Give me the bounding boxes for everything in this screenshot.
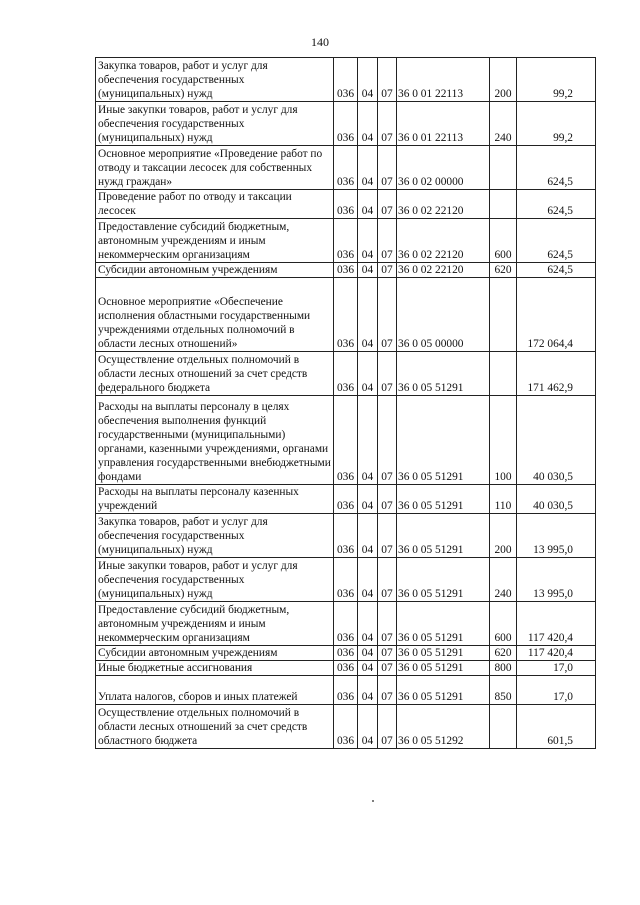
table-row [96,661,596,676]
target-code-cell: 36 0 05 51291 [397,514,490,558]
target-code-cell: 36 0 01 22113 [397,102,490,146]
section-code-cell: 04 [358,661,378,676]
table-row [96,705,596,749]
expense-type-cell: 240 [490,558,517,602]
section-code-cell: 04 [358,219,378,263]
target-code-cell: 36 0 05 51291 [397,661,490,676]
subsection-code-cell: 07 [378,102,397,146]
admin-code-cell: 036 [334,676,358,705]
admin-code-cell: 036 [334,352,358,396]
subsection-code-cell: 07 [378,676,397,705]
admin-code-cell: 036 [334,219,358,263]
subsection-code-cell: 07 [378,646,397,661]
expense-type-cell [490,352,517,396]
admin-code-cell: 036 [334,646,358,661]
expense-type-cell [490,190,517,219]
expense-type-cell: 110 [490,485,517,514]
amount-cell: 624,5 [517,146,596,190]
section-code-cell: 04 [358,263,378,278]
section-code-cell: 04 [358,278,378,352]
admin-code-cell: 036 [334,485,358,514]
table-row [96,352,596,396]
admin-code-cell: 036 [334,263,358,278]
expense-type-cell [490,705,517,749]
subsection-code-cell: 07 [378,396,397,485]
table-row [96,58,596,102]
section-code-cell: 04 [358,646,378,661]
target-code-cell: 36 0 05 51291 [397,485,490,514]
page-number: 140 [311,35,329,49]
amount-cell: 601,5 [517,705,596,749]
row-name-cell: Основное мероприятие «Обеспечение исполнения областными государственными учреждениями отдельных полномочий в области лесных отношений» [96,278,334,352]
row-name-cell: Закупка товаров, работ и услуг для обеспечения государственных (муниципальных) нужд [96,58,334,102]
row-name-cell: Иные бюджетные ассигнования [96,661,334,676]
section-code-cell: 04 [358,514,378,558]
subsection-code-cell: 07 [378,58,397,102]
amount-cell: 99,2 [517,58,596,102]
section-code-cell: 04 [358,352,378,396]
admin-code-cell: 036 [334,102,358,146]
row-name-cell: Предоставление субсидий бюджетным, автономным учреждениям и иным некоммерческим организациям [96,219,334,263]
admin-code-cell: 036 [334,278,358,352]
row-name-cell: Иные закупки товаров, работ и услуг для обеспечения государственных (муниципальных) нужд [96,102,334,146]
row-name-cell: Проведение работ по отводу и таксации лесосек [96,190,334,219]
subsection-code-cell: 07 [378,278,397,352]
section-code-cell: 04 [358,676,378,705]
subsection-code-cell: 07 [378,705,397,749]
target-code-cell: 36 0 02 22120 [397,219,490,263]
table-row [96,485,596,514]
row-name-cell: Предоставление субсидий бюджетным, автономным учреждениям и иным некоммерческим организациям [96,602,334,646]
admin-code-cell: 036 [334,602,358,646]
admin-code-cell: 036 [334,705,358,749]
expense-type-cell: 800 [490,661,517,676]
section-code-cell: 04 [358,602,378,646]
amount-cell: 13 995,0 [517,514,596,558]
row-name-cell: Субсидии автономным учреждениям [96,263,334,278]
subsection-code-cell: 07 [378,219,397,263]
target-code-cell: 36 0 02 00000 [397,146,490,190]
amount-cell: 13 995,0 [517,558,596,602]
target-code-cell: 36 0 05 51291 [397,602,490,646]
table-row [96,514,596,558]
expense-type-cell: 240 [490,102,517,146]
subsection-code-cell: 07 [378,661,397,676]
expense-type-cell [490,146,517,190]
amount-cell: 624,5 [517,190,596,219]
amount-cell: 40 030,5 [517,396,596,485]
subsection-code-cell: 07 [378,190,397,219]
admin-code-cell: 036 [334,514,358,558]
expense-type-cell [490,278,517,352]
admin-code-cell: 036 [334,558,358,602]
admin-code-cell: 036 [334,58,358,102]
target-code-cell: 36 0 05 51291 [397,558,490,602]
row-name-cell: Основное мероприятие «Проведение работ по отводу и таксации лесосек для собственных нужд граждан» [96,146,334,190]
target-code-cell: 36 0 05 00000 [397,278,490,352]
amount-cell: 17,0 [517,676,596,705]
amount-cell: 17,0 [517,661,596,676]
table-row [96,146,596,190]
expense-type-cell: 100 [490,396,517,485]
target-code-cell: 36 0 01 22113 [397,58,490,102]
expense-type-cell: 620 [490,646,517,661]
target-code-cell: 36 0 05 51291 [397,646,490,661]
page-mark [372,800,374,802]
row-name-cell: Осуществление отдельных полномочий в области лесных отношений за счет средств федерального бюджета [96,352,334,396]
row-name-cell: Расходы на выплаты персоналу казенных учреждений [96,485,334,514]
table-row [96,646,596,661]
target-code-cell: 36 0 05 51291 [397,676,490,705]
row-name-cell: Уплата налогов, сборов и иных платежей [96,676,334,705]
table-body [96,58,596,749]
admin-code-cell: 036 [334,146,358,190]
section-code-cell: 04 [358,58,378,102]
subsection-code-cell: 07 [378,485,397,514]
row-name-cell: Субсидии автономным учреждениям [96,646,334,661]
expense-type-cell: 850 [490,676,517,705]
expense-type-cell: 200 [490,58,517,102]
target-code-cell: 36 0 05 51292 [397,705,490,749]
row-name-cell: Расходы на выплаты персоналу в целях обеспечения выполнения функций государственными (муниципальными) органами, казенными учреждениями, органами управления государственными внебюджетными фондами [96,396,334,485]
subsection-code-cell: 07 [378,514,397,558]
table-row [96,219,596,263]
admin-code-cell: 036 [334,396,358,485]
amount-cell: 172 064,4 [517,278,596,352]
row-name-cell: Осуществление отдельных полномочий в области лесных отношений за счет средств областного бюджета [96,705,334,749]
subsection-code-cell: 07 [378,352,397,396]
row-name-cell: Закупка товаров, работ и услуг для обеспечения государственных (муниципальных) нужд [96,514,334,558]
expense-type-cell: 600 [490,219,517,263]
subsection-code-cell: 07 [378,263,397,278]
target-code-cell: 36 0 05 51291 [397,396,490,485]
table-row [96,602,596,646]
section-code-cell: 04 [358,396,378,485]
expense-type-cell: 200 [490,514,517,558]
table-row [96,396,596,485]
amount-cell: 624,5 [517,263,596,278]
amount-cell: 40 030,5 [517,485,596,514]
table-row [96,190,596,219]
table-row [96,102,596,146]
amount-cell: 624,5 [517,219,596,263]
section-code-cell: 04 [358,705,378,749]
section-code-cell: 04 [358,485,378,514]
amount-cell: 99,2 [517,102,596,146]
amount-cell: 171 462,9 [517,352,596,396]
admin-code-cell: 036 [334,661,358,676]
subsection-code-cell: 07 [378,146,397,190]
table-row [96,278,596,352]
section-code-cell: 04 [358,102,378,146]
section-code-cell: 04 [358,558,378,602]
target-code-cell: 36 0 05 51291 [397,352,490,396]
amount-cell: 117 420,4 [517,602,596,646]
subsection-code-cell: 07 [378,602,397,646]
row-name-cell: Иные закупки товаров, работ и услуг для обеспечения государственных (муниципальных) нужд [96,558,334,602]
table-row [96,558,596,602]
table-row [96,263,596,278]
subsection-code-cell: 07 [378,558,397,602]
amount-cell: 117 420,4 [517,646,596,661]
expense-type-cell: 600 [490,602,517,646]
table-row [96,676,596,705]
section-code-cell: 04 [358,190,378,219]
target-code-cell: 36 0 02 22120 [397,263,490,278]
target-code-cell: 36 0 02 22120 [397,190,490,219]
admin-code-cell: 036 [334,190,358,219]
budget-table [95,57,596,749]
expense-type-cell: 620 [490,263,517,278]
section-code-cell: 04 [358,146,378,190]
